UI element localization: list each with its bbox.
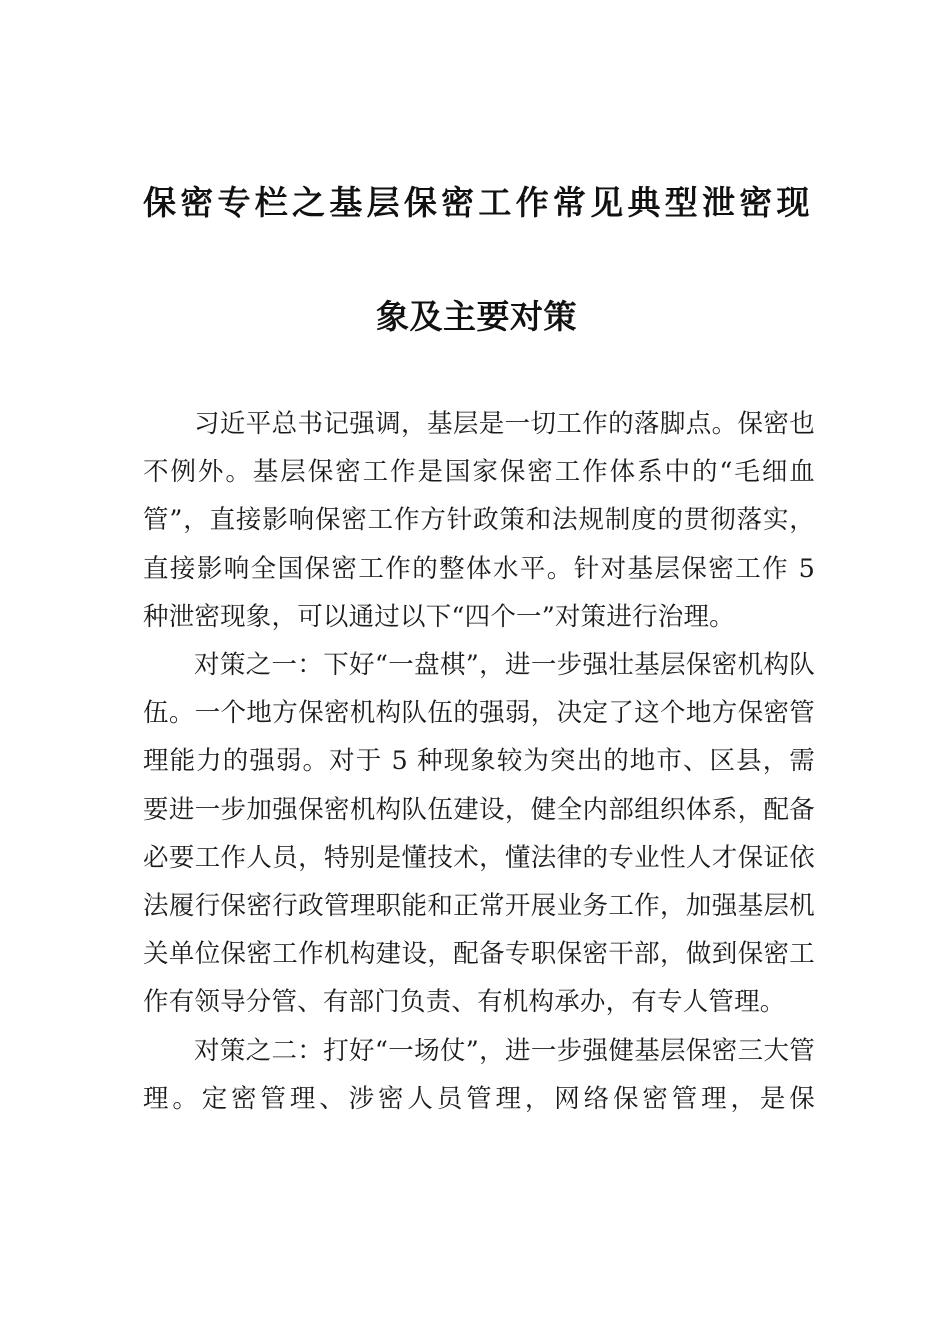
page-title — [143, 172, 810, 348]
page-title-line-1: 保密专栏之基层保密工作常见典型泄密现 — [143, 183, 810, 223]
body-paragraph-intro: 习近平总书记强调，基层是一切工作的落脚点。保密也不例外。基层保密工作是国家保密工作体系中的“毛细血管”，直接影响保密工作方针政策和法规制度的贯彻落实，直接影响全国保密工作的整体水平。针对基层保密工作 5 种泄密现象，可以通过以下“四个一”对策进行治理。 — [143, 409, 815, 632]
document-body — [143, 400, 815, 1123]
body-paragraph-measure-two: 对策之二：打好“一场仗”，进一步强健基层保密三大管理。定密管理、涉密人员管理，网络保密管理，是保 — [143, 1035, 815, 1114]
page-title-line-2: 象及主要对策 — [376, 297, 577, 337]
body-paragraph-measure-one: 对策之一：下好“一盘棋”，进一步强壮基层保密机构队伍。一个地方保密机构队伍的强弱，决定了这个地方保密管理能力的强弱。对于 5 种现象较为突出的地市、区县，需要进一步加强保密机构队伍建设，健全内部组织体系，配备必要工作人员，特别是懂技术，懂法律的专业性人才保证依法履行保密行政管理职能和正常开展业务工作，加强基层机关单位保密工作机构建设，配备专职保密干部，做到保密工作有领导分管、有部门负责、有机构承办，有专人管理。 — [143, 650, 815, 1018]
